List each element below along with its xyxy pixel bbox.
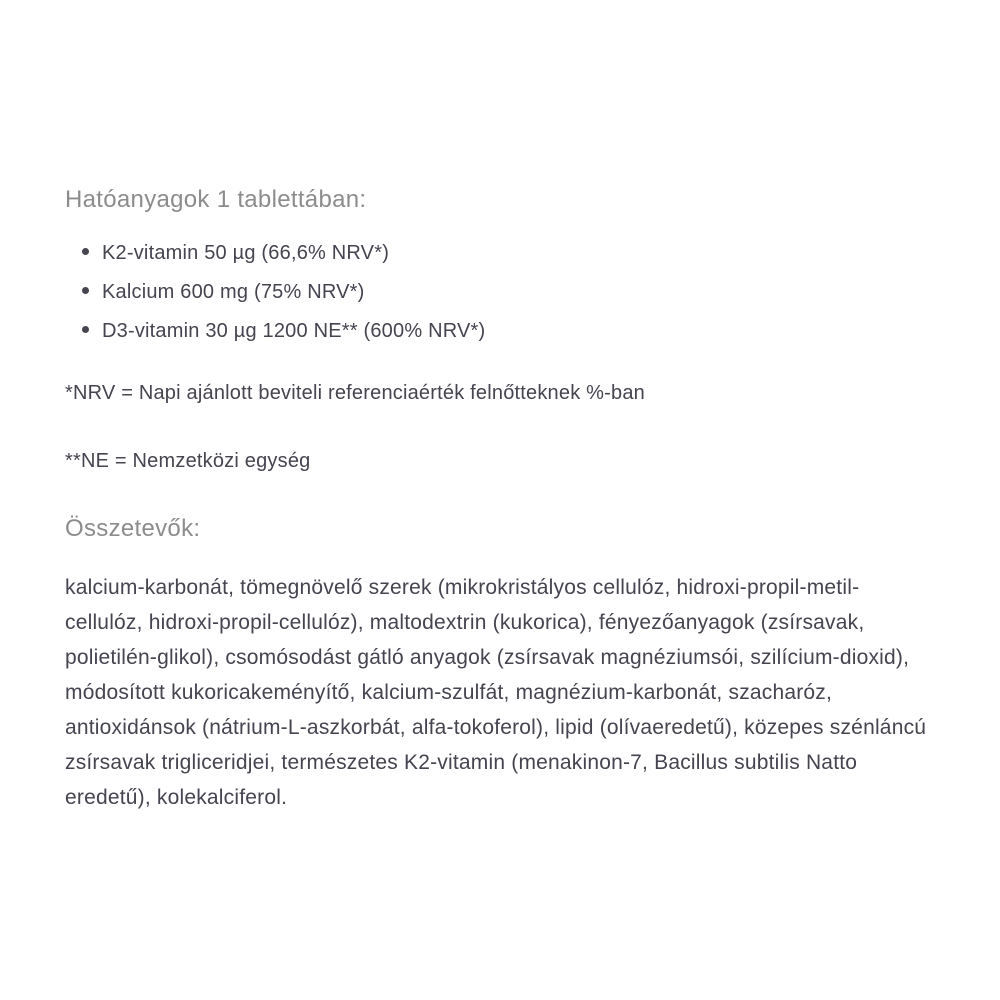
list-item-kalcium: [102, 280, 932, 304]
active-ingredients-list: [65, 241, 932, 343]
active-ingredients-heading: Hatóanyagok 1 tablettában:: [65, 186, 367, 213]
list-item-label: Kalcium 600 mg (75% NRV*): [102, 280, 365, 303]
list-item-k2-vitamin: [102, 241, 932, 265]
bullet-icon: [82, 248, 89, 255]
bullet-icon: [82, 326, 89, 333]
bullet-icon: [82, 287, 89, 294]
ne-footnote: **NE = Nemzetközi egység: [65, 449, 311, 472]
list-item-label: D3-vitamin 30 µg 1200 NE** (600% NRV*): [102, 319, 486, 342]
list-item-label: K2-vitamin 50 µg (66,6% NRV*): [102, 241, 390, 264]
ingredients-paragraph: kalcium-karbonát, tömegnövelő szerek (mikrokristályos cellulóz, hidroxi-propil-metil-cellulóz, hidroxi-propil-cellulóz), maltodextrin (kukorica), fényezőanyagok (zsírsavak, polietilén-glikol), csomósodást gátló anyagok (zsírsavak magnéziumsói, szilícium-dioxid), módosított kukoricakeményítő, kalcium-szulfát, magnézium-karbonát, szacharóz, antioxidánsok (nátrium-L-aszkorbát, alfa-tokoferol), lipid (olívaeredetű), közepes szénláncú zsírsavak trigliceridjei, természetes K2-vitamin (menakinon-7, Bacillus subtilis Natto eredetű), kolekalciferol.: [65, 575, 927, 809]
ingredients-heading: Összetevők:: [65, 514, 201, 542]
nrv-footnote: *NRV = Napi ajánlott beviteli referenciaérték felnőtteknek %-ban: [65, 381, 645, 404]
list-item-d3-vitamin: [102, 319, 932, 343]
